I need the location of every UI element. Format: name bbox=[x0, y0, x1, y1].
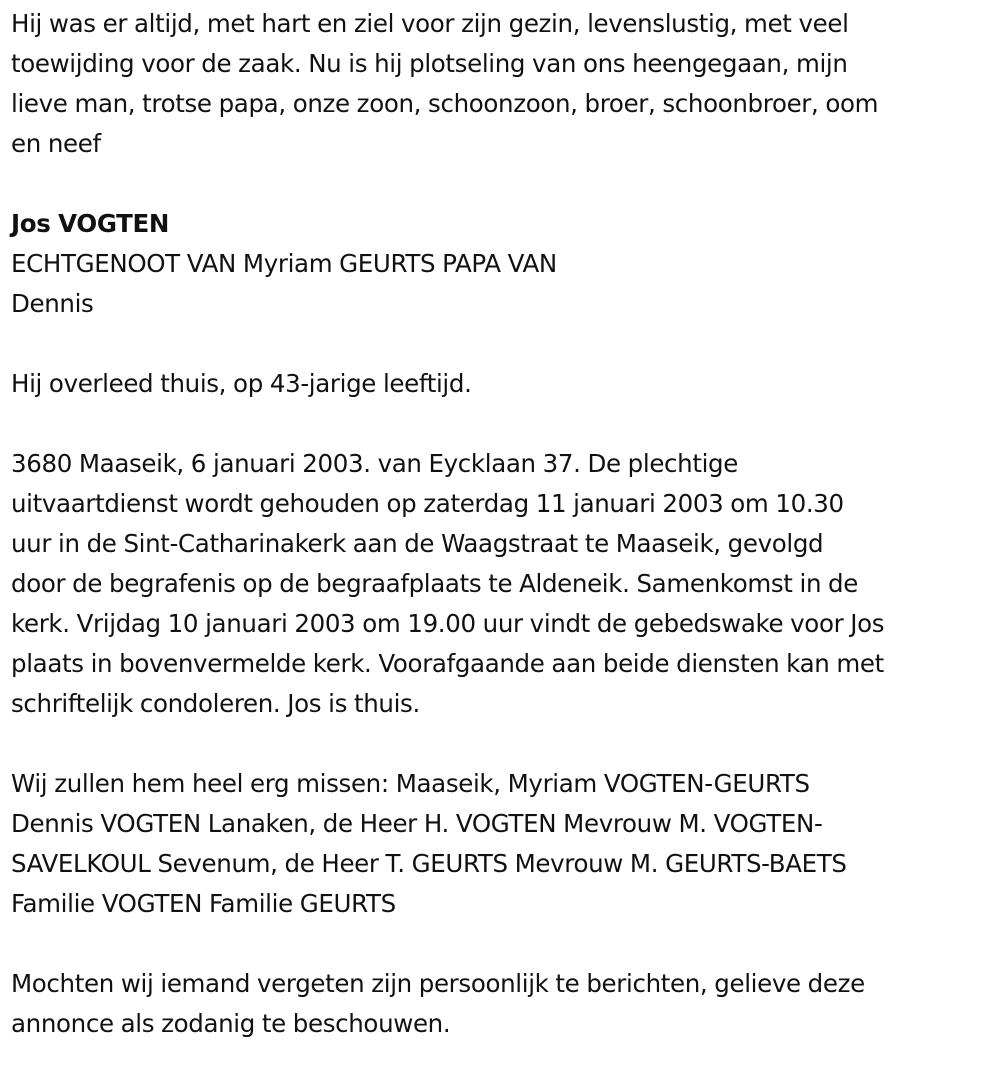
deceased-name: Jos VOGTEN bbox=[11, 209, 170, 238]
intro-line: Hij was er altijd, met hart en ziel voor zijn gezin, levenslustig, met veel bbox=[11, 9, 849, 38]
arrangements-line: 3680 Maaseik, 6 januari 2003. van Eycklaan 37. De plechtige bbox=[11, 449, 738, 478]
mourners-line: Dennis VOGTEN Lanaken, de Heer H. VOGTEN Mevrouw M. VOGTEN- bbox=[11, 809, 823, 838]
mourners-line: SAVELKOUL Sevenum, de Heer T. GEURTS Mevrouw M. GEURTS-BAETS bbox=[11, 849, 847, 878]
death-notice-paragraph bbox=[11, 364, 991, 404]
closing-line: Mochten wij iemand vergeten zijn persoonlijk te berichten, gelieve deze bbox=[11, 969, 865, 998]
arrangements-line: door de begrafenis op de begraafplaats te Aldeneik. Samenkomst in de bbox=[11, 569, 858, 598]
closing-line: annonce als zodanig te beschouwen. bbox=[11, 1009, 451, 1038]
intro-line: toewijding voor de zaak. Nu is hij plotseling van ons heengegaan, mijn bbox=[11, 49, 848, 78]
deceased-block bbox=[11, 204, 991, 324]
obituary-notice bbox=[11, 4, 991, 1084]
relation-line: ECHTGENOOT VAN Myriam GEURTS PAPA VAN bbox=[11, 249, 557, 278]
intro-line: en neef bbox=[11, 129, 101, 158]
arrangements-line: kerk. Vrijdag 10 januari 2003 om 19.00 uur vindt de gebedswake voor Jos bbox=[11, 609, 885, 638]
arrangements-line: schriftelijk condoleren. Jos is thuis. bbox=[11, 689, 420, 718]
arrangements-line: plaats in bovenvermelde kerk. Voorafgaande aan beide diensten kan met bbox=[11, 649, 884, 678]
arrangements-line: uitvaartdienst wordt gehouden op zaterdag 11 januari 2003 om 10.30 bbox=[11, 489, 844, 518]
closing-paragraph bbox=[11, 964, 991, 1044]
relation-line: Dennis bbox=[11, 289, 94, 318]
mourners-line: Familie VOGTEN Familie GEURTS bbox=[11, 889, 396, 918]
death-notice-text: Hij overleed thuis, op 43-jarige leeftijd. bbox=[11, 369, 472, 398]
mourners-paragraph bbox=[11, 764, 991, 924]
mourners-line: Wij zullen hem heel erg missen: Maaseik, Myriam VOGTEN-GEURTS bbox=[11, 769, 810, 798]
arrangements-line: uur in de Sint-Catharinakerk aan de Waagstraat te Maaseik, gevolgd bbox=[11, 529, 824, 558]
intro-paragraph bbox=[11, 4, 991, 164]
arrangements-paragraph bbox=[11, 444, 991, 724]
intro-line: lieve man, trotse papa, onze zoon, schoonzoon, broer, schoonbroer, oom bbox=[11, 89, 879, 118]
